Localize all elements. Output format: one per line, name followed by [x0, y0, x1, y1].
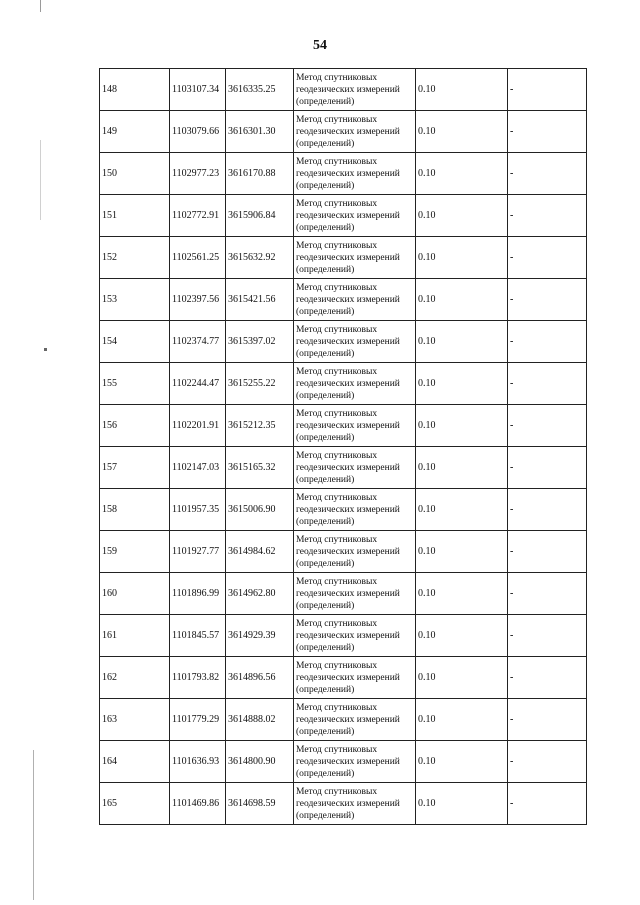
method-line: Метод спутниковых — [296, 576, 378, 587]
y-coordinate-cell: 3616170.88 — [226, 153, 294, 195]
table-row — [100, 363, 587, 405]
accuracy-cell: 0.10 — [416, 447, 508, 489]
x-coordinate-cell: 1103079.66 — [170, 111, 226, 153]
accuracy-cell: 0.10 — [416, 195, 508, 237]
description-cell: - — [508, 489, 587, 531]
point-number-cell: 165 — [100, 783, 170, 825]
method-line: (определений) — [296, 390, 355, 401]
accuracy-cell: 0.10 — [416, 615, 508, 657]
description-cell: - — [508, 111, 587, 153]
method-cell — [294, 111, 416, 153]
scan-edge-line-left — [40, 140, 41, 220]
method-line: (определений) — [296, 432, 355, 443]
method-line: (определений) — [296, 96, 355, 107]
method-line: геодезических измерений — [296, 84, 400, 95]
table-row — [100, 741, 587, 783]
x-coordinate-cell: 1102147.03 — [170, 447, 226, 489]
point-number-cell: 151 — [100, 195, 170, 237]
accuracy-cell: 0.10 — [416, 237, 508, 279]
y-coordinate-cell: 3614984.62 — [226, 531, 294, 573]
method-line: геодезических измерений — [296, 798, 400, 809]
method-cell — [294, 69, 416, 111]
method-line: геодезических измерений — [296, 420, 400, 431]
method-cell — [294, 153, 416, 195]
coordinates-table — [99, 68, 587, 825]
method-cell — [294, 573, 416, 615]
table-row — [100, 153, 587, 195]
method-line: (определений) — [296, 726, 355, 737]
description-cell: - — [508, 699, 587, 741]
point-number-cell: 159 — [100, 531, 170, 573]
accuracy-cell: 0.10 — [416, 111, 508, 153]
x-coordinate-cell: 1101927.77 — [170, 531, 226, 573]
method-line: (определений) — [296, 684, 355, 695]
description-cell: - — [508, 279, 587, 321]
y-coordinate-cell: 3614896.56 — [226, 657, 294, 699]
method-cell — [294, 531, 416, 573]
point-number-cell: 153 — [100, 279, 170, 321]
point-number-cell: 160 — [100, 573, 170, 615]
method-line: геодезических измерений — [296, 672, 400, 683]
accuracy-cell: 0.10 — [416, 489, 508, 531]
point-number-cell: 156 — [100, 405, 170, 447]
accuracy-cell: 0.10 — [416, 153, 508, 195]
method-cell — [294, 237, 416, 279]
table-row — [100, 783, 587, 825]
method-line: Метод спутниковых — [296, 114, 378, 125]
method-line: Метод спутниковых — [296, 534, 378, 545]
method-line: Метод спутниковых — [296, 366, 378, 377]
x-coordinate-cell: 1102244.47 — [170, 363, 226, 405]
point-number-cell: 150 — [100, 153, 170, 195]
point-number-cell: 154 — [100, 321, 170, 363]
accuracy-cell: 0.10 — [416, 279, 508, 321]
point-number-cell: 149 — [100, 111, 170, 153]
method-line: Метод спутниковых — [296, 450, 378, 461]
table-row — [100, 405, 587, 447]
table-row — [100, 111, 587, 153]
point-number-cell: 148 — [100, 69, 170, 111]
method-line: геодезических измерений — [296, 168, 400, 179]
table-row — [100, 69, 587, 111]
y-coordinate-cell: 3614800.90 — [226, 741, 294, 783]
scan-edge-line-top — [40, 0, 41, 12]
method-line: геодезических измерений — [296, 210, 400, 221]
table-row — [100, 531, 587, 573]
point-number-cell: 155 — [100, 363, 170, 405]
description-cell: - — [508, 237, 587, 279]
accuracy-cell: 0.10 — [416, 405, 508, 447]
y-coordinate-cell: 3615421.56 — [226, 279, 294, 321]
method-line: геодезических измерений — [296, 294, 400, 305]
x-coordinate-cell: 1101957.35 — [170, 489, 226, 531]
method-line: Метод спутниковых — [296, 408, 378, 419]
method-line: геодезических измерений — [296, 546, 400, 557]
coordinates-table-body — [100, 69, 587, 825]
scan-speck — [44, 348, 47, 351]
method-cell — [294, 699, 416, 741]
y-coordinate-cell: 3614929.39 — [226, 615, 294, 657]
method-line: геодезических измерений — [296, 756, 400, 767]
description-cell: - — [508, 321, 587, 363]
y-coordinate-cell: 3616335.25 — [226, 69, 294, 111]
table-row — [100, 195, 587, 237]
method-cell — [294, 489, 416, 531]
y-coordinate-cell: 3615397.02 — [226, 321, 294, 363]
method-cell — [294, 279, 416, 321]
y-coordinate-cell: 3614962.80 — [226, 573, 294, 615]
x-coordinate-cell: 1102977.23 — [170, 153, 226, 195]
description-cell: - — [508, 153, 587, 195]
method-line: Метод спутниковых — [296, 240, 378, 251]
accuracy-cell: 0.10 — [416, 573, 508, 615]
description-cell: - — [508, 363, 587, 405]
method-cell — [294, 363, 416, 405]
accuracy-cell: 0.10 — [416, 741, 508, 783]
point-number-cell: 152 — [100, 237, 170, 279]
accuracy-cell: 0.10 — [416, 699, 508, 741]
table-row — [100, 447, 587, 489]
method-line: (определений) — [296, 474, 355, 485]
method-cell — [294, 321, 416, 363]
x-coordinate-cell: 1101779.29 — [170, 699, 226, 741]
x-coordinate-cell: 1101469.86 — [170, 783, 226, 825]
description-cell: - — [508, 195, 587, 237]
method-line: геодезических измерений — [296, 336, 400, 347]
point-number-cell: 164 — [100, 741, 170, 783]
table-row — [100, 699, 587, 741]
method-line: (определений) — [296, 642, 355, 653]
table-row — [100, 657, 587, 699]
method-line: (определений) — [296, 222, 355, 233]
y-coordinate-cell: 3615255.22 — [226, 363, 294, 405]
method-line: Метод спутниковых — [296, 324, 378, 335]
point-number-cell: 157 — [100, 447, 170, 489]
description-cell: - — [508, 615, 587, 657]
x-coordinate-cell: 1102397.56 — [170, 279, 226, 321]
y-coordinate-cell: 3615906.84 — [226, 195, 294, 237]
method-line: Метод спутниковых — [296, 744, 378, 755]
description-cell: - — [508, 447, 587, 489]
method-line: (определений) — [296, 348, 355, 359]
scan-edge-line-bottom-left — [33, 750, 34, 900]
table-row — [100, 279, 587, 321]
method-line: (определений) — [296, 306, 355, 317]
point-number-cell: 163 — [100, 699, 170, 741]
method-cell — [294, 405, 416, 447]
x-coordinate-cell: 1101896.99 — [170, 573, 226, 615]
point-number-cell: 161 — [100, 615, 170, 657]
table-row — [100, 615, 587, 657]
description-cell: - — [508, 405, 587, 447]
x-coordinate-cell: 1102201.91 — [170, 405, 226, 447]
y-coordinate-cell: 3614888.02 — [226, 699, 294, 741]
method-line: геодезических измерений — [296, 252, 400, 263]
page-number: 54 — [313, 38, 327, 53]
method-line: (определений) — [296, 558, 355, 569]
method-line: Метод спутниковых — [296, 156, 378, 167]
method-line: геодезических измерений — [296, 462, 400, 473]
y-coordinate-cell: 3615632.92 — [226, 237, 294, 279]
x-coordinate-cell: 1103107.34 — [170, 69, 226, 111]
accuracy-cell: 0.10 — [416, 657, 508, 699]
table-row — [100, 573, 587, 615]
method-line: Метод спутниковых — [296, 282, 378, 293]
method-line: Метод спутниковых — [296, 198, 378, 209]
table-row — [100, 237, 587, 279]
method-line: (определений) — [296, 516, 355, 527]
method-line: геодезических измерений — [296, 504, 400, 515]
description-cell: - — [508, 741, 587, 783]
method-cell — [294, 741, 416, 783]
method-line: (определений) — [296, 768, 355, 779]
x-coordinate-cell: 1101845.57 — [170, 615, 226, 657]
table-row — [100, 321, 587, 363]
x-coordinate-cell: 1102374.77 — [170, 321, 226, 363]
description-cell: - — [508, 69, 587, 111]
y-coordinate-cell: 3615165.32 — [226, 447, 294, 489]
y-coordinate-cell: 3614698.59 — [226, 783, 294, 825]
method-line: (определений) — [296, 810, 355, 821]
accuracy-cell: 0.10 — [416, 321, 508, 363]
method-line: Метод спутниковых — [296, 786, 378, 797]
point-number-cell: 158 — [100, 489, 170, 531]
method-line: (определений) — [296, 264, 355, 275]
description-cell: - — [508, 783, 587, 825]
description-cell: - — [508, 657, 587, 699]
method-line: геодезических измерений — [296, 630, 400, 641]
method-line: геодезических измерений — [296, 126, 400, 137]
y-coordinate-cell: 3615212.35 — [226, 405, 294, 447]
description-cell: - — [508, 573, 587, 615]
method-cell — [294, 615, 416, 657]
table-row — [100, 489, 587, 531]
method-cell — [294, 657, 416, 699]
method-line: (определений) — [296, 600, 355, 611]
y-coordinate-cell: 3616301.30 — [226, 111, 294, 153]
method-line: Метод спутниковых — [296, 492, 378, 503]
method-cell — [294, 783, 416, 825]
method-line: геодезических измерений — [296, 588, 400, 599]
y-coordinate-cell: 3615006.90 — [226, 489, 294, 531]
method-line: (определений) — [296, 180, 355, 191]
method-cell — [294, 447, 416, 489]
method-line: (определений) — [296, 138, 355, 149]
method-line: Метод спутниковых — [296, 702, 378, 713]
x-coordinate-cell: 1101793.82 — [170, 657, 226, 699]
method-cell — [294, 195, 416, 237]
x-coordinate-cell: 1102561.25 — [170, 237, 226, 279]
description-cell: - — [508, 531, 587, 573]
accuracy-cell: 0.10 — [416, 69, 508, 111]
accuracy-cell: 0.10 — [416, 531, 508, 573]
method-line: Метод спутниковых — [296, 72, 378, 83]
method-line: геодезических измерений — [296, 714, 400, 725]
accuracy-cell: 0.10 — [416, 363, 508, 405]
method-line: Метод спутниковых — [296, 618, 378, 629]
accuracy-cell: 0.10 — [416, 783, 508, 825]
x-coordinate-cell: 1102772.91 — [170, 195, 226, 237]
x-coordinate-cell: 1101636.93 — [170, 741, 226, 783]
point-number-cell: 162 — [100, 657, 170, 699]
method-line: геодезических измерений — [296, 378, 400, 389]
method-line: Метод спутниковых — [296, 660, 378, 671]
